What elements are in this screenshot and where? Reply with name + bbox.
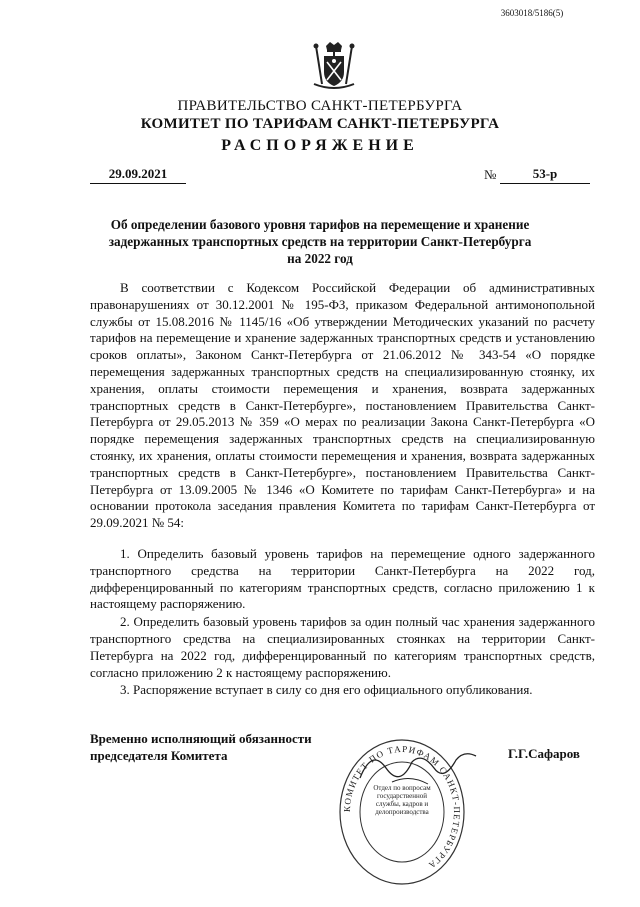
- signatory-name: Г.Г.Сафаров: [508, 746, 580, 761]
- document-type-heading: РАСПОРЯЖЕНИЕ: [221, 137, 419, 154]
- committee-heading: КОМИТЕТ ПО ТАРИФАМ САНКТ-ПЕТЕРБУРГА: [140, 116, 500, 132]
- stamp-ring-text: КОМИТЕТ ПО ТАРИФАМ САНКТ-ПЕТЕРБУРГА: [341, 743, 463, 872]
- document-number: 53-р: [500, 166, 590, 184]
- document-title: Об определении базового уровня тарифов на перемещение и хранение задержанных транспортных средств на территории Санкт-Петербурга на 2022 год: [108, 217, 532, 266]
- document-code: 3603018/5186(5): [500, 8, 564, 18]
- preamble-paragraph: В соответствии с Кодексом Российской Федерации об административных правонарушениях от 30.12.2001 № 195-ФЗ, приказом Федеральной антимонопольной службы от 15.08.2016 № 1145/16 «Об утверждении Методических указаний по расчету тарифов на перемещение и хранение задержанных транспортных средств и установлению сроков оплаты», Законом Санкт-Петербурга от 21.06.2012 № 343-54 «О порядке перемещения задержанных транспортных средств на специализированную стоянку, их хранения, оплаты стоимости перемещения и хранения, возврата задержанных транспортных средств в Санкт-Петербурге», постановлением Правительства Санкт-Петербурга от 29.05.2013 № 359 «О мерах по реализации Закона Санкт-Петербурга «О порядке перемещения задержанных транспортных средств на специализированную стоянку, их хранения, оплаты стоимости перемещения и хранения, возврата задержанных транспортных средств в Санкт-Петербурге», постановлением Правительства Санкт-Петербурга от 13.09.2005 № 1346 «О Комитете по тарифам Санкт-Петербурга» и на основании протокола заседания правления Комитета по тарифам Санкт-Петербурга от 29.09.2021 № 54:: [90, 280, 595, 531]
- stamp-center-text: Отдел по вопросам государственной службы, кадров и делопроизводства: [373, 784, 431, 816]
- number-label: №: [484, 167, 497, 182]
- government-heading: ПРАВИТЕЛЬСТВО САНКТ-ПЕТЕРБУРГА: [177, 98, 463, 114]
- document-date: 29.09.2021: [90, 166, 186, 184]
- order-item-2: 2. Определить базовый уровень тарифов за один полный час хранения задержанного транспортного средства на специализированных стоянках на территории Санкт-Петербурга на 2022 год, дифференцированный по категориям транспортных средств, согласно приложению 2 к настоящему распоряжению.: [90, 614, 595, 680]
- signatory-position: Временно исполняющий обязанности председателя Комитета: [90, 731, 312, 763]
- order-items: [90, 546, 595, 700]
- order-item-3: 3. Распоряжение вступает в силу со дня его официального опубликования.: [120, 682, 533, 698]
- coat-of-arms-icon: [306, 40, 362, 92]
- order-item-1: 1. Определить базовый уровень тарифов на перемещение одного задержанного транспортного средства на территории Санкт-Петербурга на 2022 год, дифференцированный по категориям транспортных средств, согласно приложению 1 к настоящему распоряжению.: [90, 546, 595, 612]
- handwritten-signature-icon: [352, 738, 482, 798]
